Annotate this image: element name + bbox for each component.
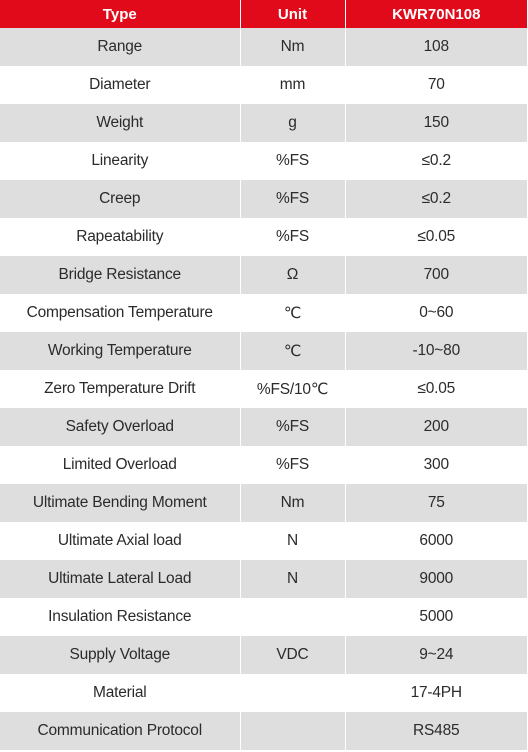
cell-unit: %FS <box>240 446 345 484</box>
cell-type: Zero Temperature Drift <box>0 370 240 408</box>
cell-value: RS485 <box>345 712 527 750</box>
cell-type: Bridge Resistance <box>0 256 240 294</box>
cell-value: 300 <box>345 446 527 484</box>
table-body <box>0 28 527 750</box>
cell-unit: %FS/10℃ <box>240 370 345 408</box>
table-row <box>0 446 527 484</box>
cell-type: Material <box>0 674 240 712</box>
cell-type: Weight <box>0 104 240 142</box>
table-row <box>0 142 527 180</box>
cell-unit: ℃ <box>240 294 345 332</box>
cell-value: ≤0.05 <box>345 370 527 408</box>
cell-type: Safety Overload <box>0 408 240 446</box>
cell-value: 9~24 <box>345 636 527 674</box>
cell-type: Communication Protocol <box>0 712 240 750</box>
table-row <box>0 66 527 104</box>
cell-value: 150 <box>345 104 527 142</box>
table-row <box>0 598 527 636</box>
table-row <box>0 560 527 598</box>
cell-value: 0~60 <box>345 294 527 332</box>
cell-type: Range <box>0 28 240 66</box>
cell-type: Creep <box>0 180 240 218</box>
cell-value: -10~80 <box>345 332 527 370</box>
header-type: Type <box>0 0 240 28</box>
table-header <box>0 0 527 28</box>
table-row <box>0 712 527 750</box>
cell-value: 5000 <box>345 598 527 636</box>
table-row <box>0 408 527 446</box>
cell-value: 17-4PH <box>345 674 527 712</box>
cell-type: Ultimate Lateral Load <box>0 560 240 598</box>
header-unit: Unit <box>240 0 345 28</box>
cell-unit: g <box>240 104 345 142</box>
table-row <box>0 180 527 218</box>
cell-unit: ℃ <box>240 332 345 370</box>
cell-value: 75 <box>345 484 527 522</box>
cell-value: 9000 <box>345 560 527 598</box>
cell-value: 108 <box>345 28 527 66</box>
cell-value: 70 <box>345 66 527 104</box>
cell-type: Supply Voltage <box>0 636 240 674</box>
cell-value: 6000 <box>345 522 527 560</box>
table-row <box>0 332 527 370</box>
cell-unit: Nm <box>240 484 345 522</box>
table-row <box>0 104 527 142</box>
cell-type: Ultimate Axial load <box>0 522 240 560</box>
cell-unit: Nm <box>240 28 345 66</box>
cell-type: Ultimate Bending Moment <box>0 484 240 522</box>
table-row <box>0 370 527 408</box>
cell-unit: N <box>240 560 345 598</box>
table-row <box>0 256 527 294</box>
cell-type: Linearity <box>0 142 240 180</box>
table-row <box>0 484 527 522</box>
cell-value: ≤0.2 <box>345 142 527 180</box>
cell-type: Compensation Temperature <box>0 294 240 332</box>
cell-type: Limited Overload <box>0 446 240 484</box>
cell-value: ≤0.2 <box>345 180 527 218</box>
cell-unit <box>240 598 345 636</box>
table-row <box>0 522 527 560</box>
cell-unit: Ω <box>240 256 345 294</box>
table-row <box>0 674 527 712</box>
table-row <box>0 294 527 332</box>
cell-value: ≤0.05 <box>345 218 527 256</box>
table-row <box>0 28 527 66</box>
cell-unit: %FS <box>240 180 345 218</box>
cell-type: Insulation Resistance <box>0 598 240 636</box>
cell-unit: N <box>240 522 345 560</box>
cell-type: Rapeatability <box>0 218 240 256</box>
cell-unit <box>240 712 345 750</box>
cell-unit: %FS <box>240 218 345 256</box>
cell-unit <box>240 674 345 712</box>
cell-value: 700 <box>345 256 527 294</box>
cell-unit: %FS <box>240 408 345 446</box>
table-row <box>0 636 527 674</box>
header-model: KWR70N108 <box>345 0 527 28</box>
header-row <box>0 0 527 28</box>
cell-unit: mm <box>240 66 345 104</box>
cell-unit: VDC <box>240 636 345 674</box>
cell-unit: %FS <box>240 142 345 180</box>
cell-type: Diameter <box>0 66 240 104</box>
cell-value: 200 <box>345 408 527 446</box>
cell-type: Working Temperature <box>0 332 240 370</box>
table-row <box>0 218 527 256</box>
